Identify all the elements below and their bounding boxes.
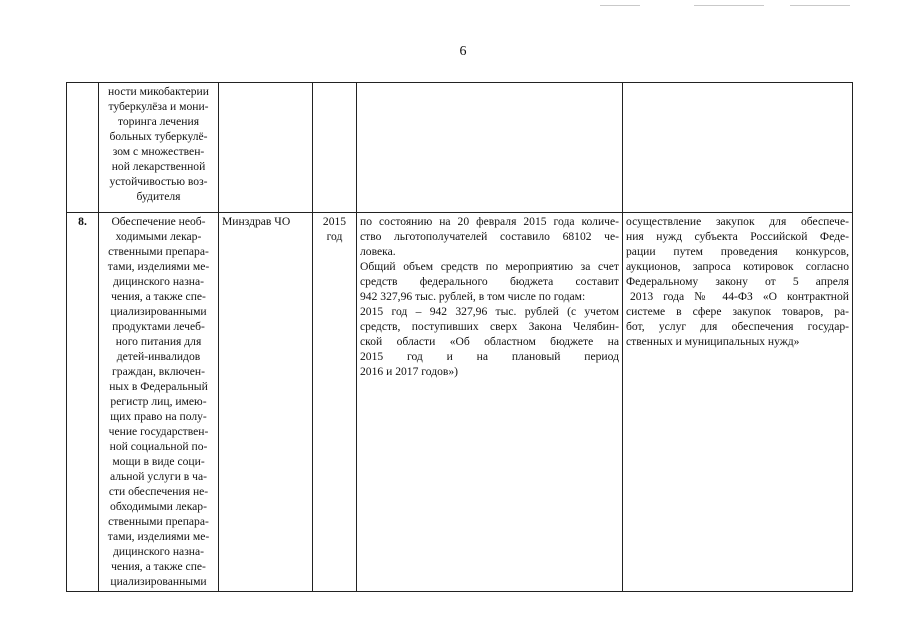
text-line: ство льготополучателей составило 68102 че-	[360, 230, 619, 243]
cell-year	[313, 83, 357, 213]
cell-number: 8.	[67, 213, 99, 592]
year-value: 2015	[322, 215, 347, 228]
text-line: ного питания для	[115, 335, 202, 348]
text-line: чения, а также спе-	[111, 560, 206, 573]
text-line: Федеральному закону от 5 апреля	[626, 275, 849, 288]
text-line: 2013 года № 44-ФЗ «О контрактной	[630, 290, 849, 303]
cell-executor: Минздрав ЧО	[219, 213, 313, 592]
cell-year	[313, 213, 357, 592]
text-line: аукционов, запроса котировок согласно	[626, 260, 849, 273]
text-line: ных в Федеральный	[109, 380, 208, 393]
table-row	[67, 213, 853, 592]
text-line: дицинского назна-	[112, 545, 204, 558]
text-line: по состоянию на 20 февраля 2015 года количе-	[360, 215, 619, 228]
text-line: устойчивостью воз-	[109, 175, 208, 188]
text-line: мощи в виде соци-	[112, 455, 205, 468]
cell-measure-name	[99, 83, 219, 213]
text-line: бот, услуг для обеспечения государ-	[626, 320, 849, 333]
cell-measure-name	[99, 213, 219, 592]
scan-artifact-line	[694, 5, 764, 6]
text-line: ния нужд субъекта Российской Феде-	[626, 230, 849, 243]
text-line: сти обеспечения не-	[108, 485, 209, 498]
cell-number	[67, 83, 99, 213]
text-line: ственными препара-	[108, 245, 209, 258]
text-line: чение государствен-	[108, 425, 209, 438]
text-line: туберкулёза и мони-	[108, 100, 209, 113]
text-line: ной социальной по-	[109, 440, 208, 453]
table-row	[67, 83, 853, 213]
text-line: циализированными	[110, 305, 207, 318]
cell-result	[357, 83, 623, 213]
text-line: обходимыми лекар-	[110, 500, 207, 513]
text-line: Общий объем средств по мероприятию за счет	[360, 260, 619, 273]
cell-note	[623, 83, 853, 213]
text-line: регистр лиц, имею-	[110, 395, 207, 408]
text-line: системе в сфере закупок товаров, ра-	[626, 305, 849, 318]
text-line: продуктами лечеб-	[112, 320, 205, 333]
text-line: детей-инвалидов	[116, 350, 201, 363]
text-line: 2016 и 2017 годов»)	[360, 365, 459, 378]
text-line: 2015 год – 942 327,96 тыс. рублей (с учетом	[360, 305, 619, 318]
text-line: чения, а также спе-	[111, 290, 206, 303]
text-line: ходимыми лекар-	[115, 230, 202, 243]
cell-note	[623, 213, 853, 592]
measures-table	[66, 82, 853, 592]
text-line: ной лекарственной	[111, 160, 206, 173]
text-line: 2015 год и на плановый период	[360, 350, 619, 363]
text-line: ственных и муниципальных нужд»	[626, 335, 800, 348]
text-line: ственными препара-	[108, 515, 209, 528]
text-line: средств, поступивших сверх Закона Челябин-	[360, 320, 619, 333]
scan-artifact-line	[790, 5, 850, 6]
text-line: граждан, включен-	[112, 365, 205, 378]
cell-executor	[219, 83, 313, 213]
text-line: больных туберкулё-	[109, 130, 208, 143]
text-line: будителя	[136, 190, 181, 203]
year-unit: год	[326, 230, 343, 243]
text-line: осуществление закупок для обеспече-	[626, 215, 849, 228]
text-line: торинга лечения	[117, 115, 200, 128]
text-line: 942 327,96 тыс. рублей, в том числе по годам:	[360, 290, 586, 303]
text-line: средств федерального бюджета составит	[360, 275, 619, 288]
text-line: циализированными	[110, 575, 207, 588]
text-line: зом с множествен-	[112, 145, 205, 158]
text-line: Обеспечение необ-	[111, 215, 206, 228]
text-line: щих право на полу-	[110, 410, 207, 423]
text-line: ской области «Об областном бюджете на	[360, 335, 619, 348]
text-line: тами, изделиями ме-	[107, 260, 210, 273]
text-line: тами, изделиями ме-	[107, 530, 210, 543]
page-number: 6	[459, 44, 467, 59]
text-line: альной услуги в ча-	[109, 470, 208, 483]
text-line: ности микобактерии	[108, 85, 209, 98]
scan-artifact-line	[600, 5, 640, 6]
text-line: ловека.	[360, 245, 396, 258]
cell-result	[357, 213, 623, 592]
text-line: дицинского назна-	[112, 275, 204, 288]
text-line: рации путем проведения конкурсов,	[626, 245, 849, 258]
